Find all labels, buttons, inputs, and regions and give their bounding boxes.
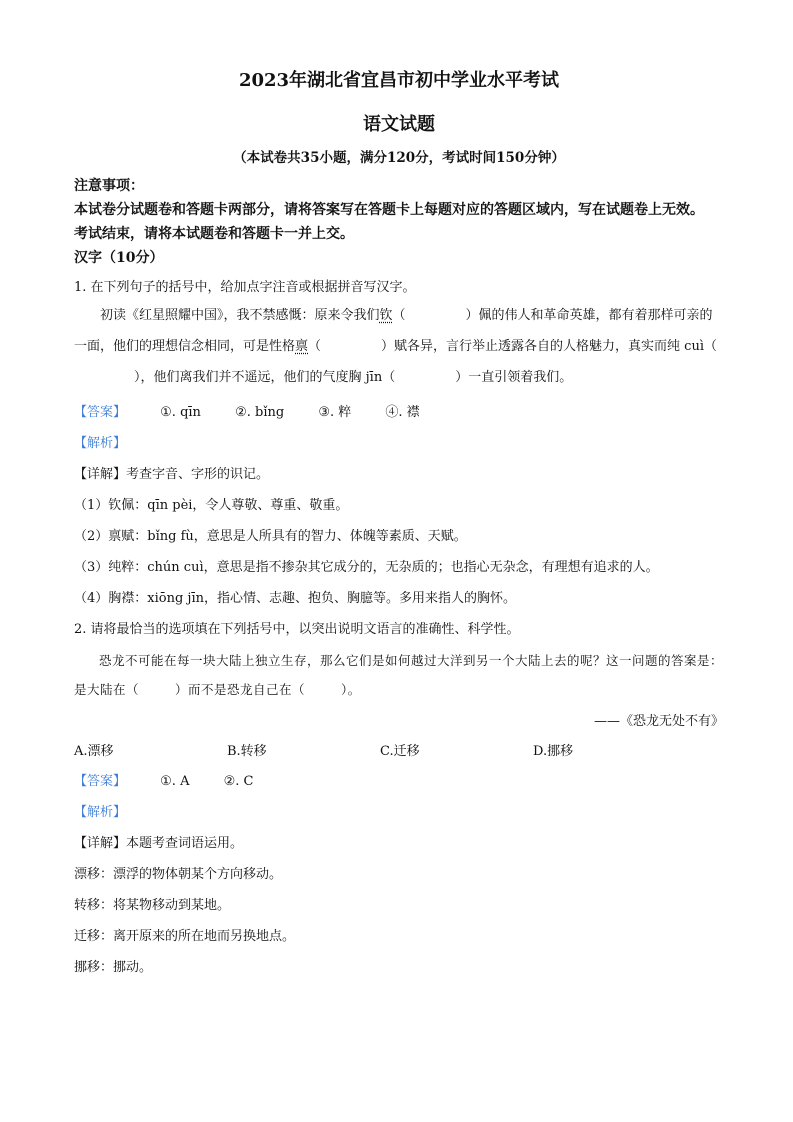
exam-subtitle: 语文试题 xyxy=(363,114,435,135)
q1-note-3: （3）纯粹：chún cuì，意思是指不掺杂其它成分的，无杂质的；也指心无杂念，有理想有追求的人。 xyxy=(74,560,659,575)
q1-answer: ③. 粹 xyxy=(318,405,352,420)
q2-note-4: 挪移：挪动。 xyxy=(74,960,153,975)
q2-note-3: 迁移：离开原来的所在地而另换地点。 xyxy=(74,929,296,944)
q1-passage xyxy=(74,300,724,393)
q1-note-4: （4）胸襟：xiōng jīn，指心情、志趣、抱负、胸臆等。多用来指人的胸怀。 xyxy=(74,591,516,606)
q1-prompt: 1. 在下列句子的括号中，给加点字注音或根据拼音写汉字。 xyxy=(74,280,416,295)
q2-answer-row xyxy=(74,772,724,792)
q2-option-a: A.漂移 xyxy=(74,744,114,759)
q2-option-b: B.转移 xyxy=(227,744,267,759)
q2-source: ——《恐龙无处不有》 xyxy=(593,714,724,729)
exam-page xyxy=(74,68,724,978)
section-title: 汉字（10分） xyxy=(74,250,164,266)
q1-answer: ④. 襟 xyxy=(385,405,420,420)
q2-option-c: C.迁移 xyxy=(380,744,420,759)
q1-dotted-char-2: 禀 xyxy=(295,339,309,354)
q2-quote-part: 恐龙不可能在每一块大陆上独立生存，那么它们是如何越过大洋到另一个大陆上去的呢？这一问题的答案是：是大陆在（ xyxy=(74,653,724,697)
q1-passage-part: ）赋各异，言行举止透露各自的人格魅力，真实而纯 cuì（ xyxy=(381,339,717,354)
q2-answer: ①. A xyxy=(160,774,190,789)
q1-passage-part: ），他们离我们并不遥远，他们的气度胸 jīn（ xyxy=(134,370,396,385)
q1-note-2: （2）禀赋：bǐng fù，意思是人所具有的智力、体魄等素质、天赋。 xyxy=(74,529,467,544)
q1-passage-part: 初读《红星照耀中国》，我不禁感慨：原来令我们 xyxy=(100,308,380,323)
notice-line-2: 考试结束，请将本试题卷和答题卡一并上交。 xyxy=(74,226,354,242)
q1-detail: 【详解】考查字音、字形的识记。 xyxy=(74,467,270,482)
exam-meta: （本试卷共35小题，满分120分，考试时间150分钟） xyxy=(233,150,565,166)
q1-analysis-label: 【解析】 xyxy=(74,436,127,451)
q2-analysis-label: 【解析】 xyxy=(74,805,127,820)
q1-passage-part: ）佩的伟人和革命英雄，都有着那样可亲的一面，他们的理想信念相同，可是性格 xyxy=(74,308,713,354)
q2-quote-part: ）。 xyxy=(341,682,361,697)
q2-note-1: 漂移：漂浮的物体朝某个方向移动。 xyxy=(74,867,283,882)
q1-answer: ①. qīn xyxy=(160,405,201,420)
q1-answer-label: 【答案】 xyxy=(74,405,127,420)
q1-answer-row xyxy=(74,403,724,423)
q1-passage-part: （ xyxy=(392,308,406,323)
q2-option-d: D.挪移 xyxy=(533,744,574,759)
q2-answer: ②. C xyxy=(223,774,254,789)
q2-options xyxy=(74,742,724,762)
q2-prompt: 2. 请将最恰当的选项填在下列括号中，以突出说明文语言的准确性、科学性。 xyxy=(74,622,520,637)
notice-line-1: 本试卷分试题卷和答题卡两部分，请将答案写在答题卡上每题对应的答题区域内，写在试题卷上无效。 xyxy=(74,202,704,218)
q1-passage-part: （ xyxy=(308,339,322,354)
q2-note-2: 转移：将某物移动到某地。 xyxy=(74,898,231,913)
q2-answer-label: 【答案】 xyxy=(74,774,127,789)
q1-answer: ②. bǐng xyxy=(235,405,285,420)
q1-dotted-char-1: 钦 xyxy=(379,308,393,323)
notice-heading: 注意事项： xyxy=(74,178,144,194)
q1-passage-part: ）一直引领着我们。 xyxy=(455,370,573,385)
q1-note-1: （1）钦佩：qīn pèi，令人尊敬、尊重、敬重。 xyxy=(74,498,349,513)
exam-title: 2023年湖北省宜昌市初中学业水平考试 xyxy=(238,70,560,91)
q2-quote xyxy=(74,646,724,704)
q2-quote-part: ）而不是恐龙自己在（ xyxy=(175,682,306,697)
q2-detail: 【详解】本题考查词语运用。 xyxy=(74,836,244,851)
